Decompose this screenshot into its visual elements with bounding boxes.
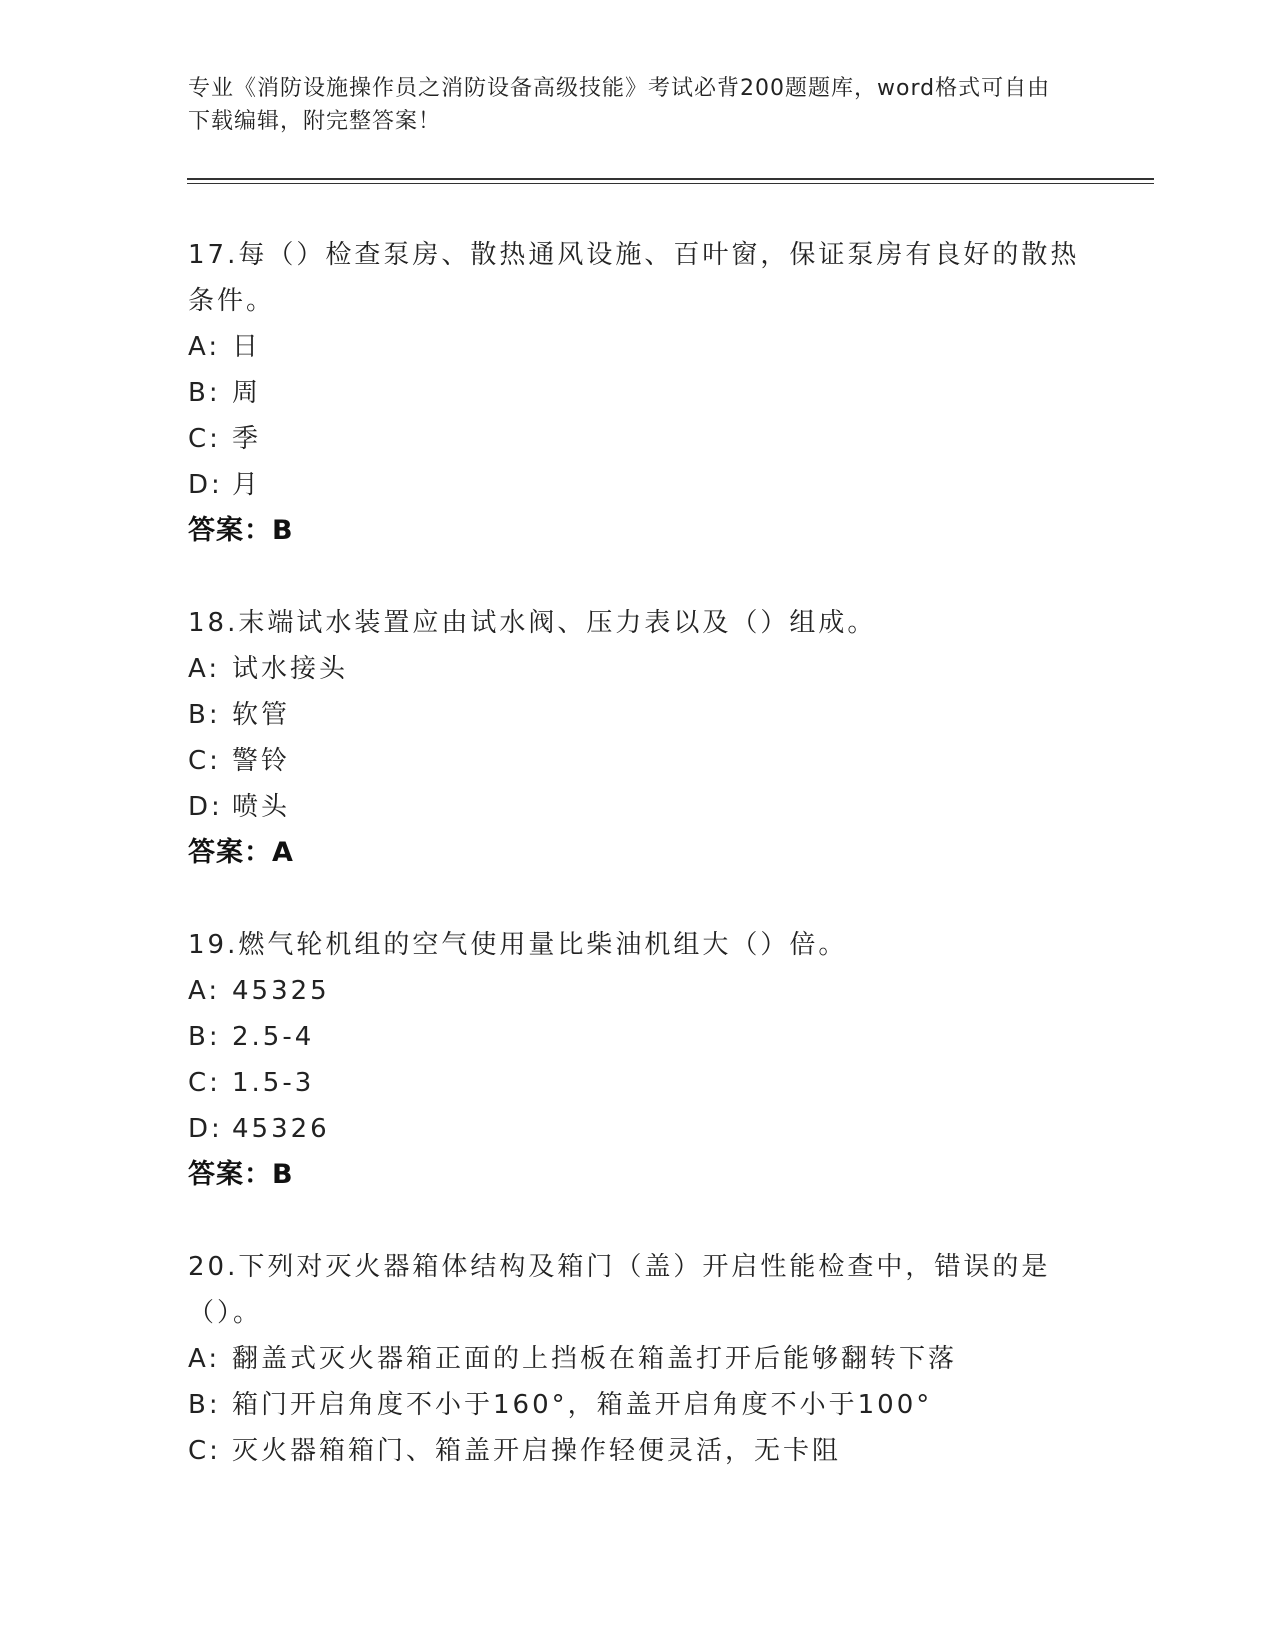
option-text: 周 bbox=[232, 378, 262, 408]
option-letter: B: bbox=[188, 378, 221, 408]
option-letter: C: bbox=[188, 424, 221, 454]
option-text: 45325 bbox=[232, 976, 330, 1006]
question-20 bbox=[188, 1244, 1088, 1474]
question-list bbox=[188, 232, 1088, 1520]
answer-line: 答案：B bbox=[188, 1159, 294, 1190]
option-letter: A: bbox=[188, 1344, 221, 1374]
option-text: 灭火器箱箱门、箱盖开启操作轻便灵活，无卡阻 bbox=[232, 1436, 842, 1466]
option-text: 箱门开启角度不小于160°，箱盖开启角度不小于100° bbox=[232, 1390, 933, 1420]
question-17 bbox=[188, 232, 1088, 554]
option-text: 45326 bbox=[232, 1114, 330, 1144]
option-text: 季 bbox=[232, 424, 262, 454]
option-a bbox=[188, 968, 1088, 1014]
option-c bbox=[188, 1060, 1088, 1106]
option-d bbox=[188, 462, 1088, 508]
option-b bbox=[188, 1382, 1088, 1428]
question-text: 20.下列对灭火器箱体结构及箱门（盖）开启性能检查中，错误的是（）。 bbox=[188, 1252, 1051, 1328]
option-text: 月 bbox=[232, 470, 262, 500]
question-19 bbox=[188, 922, 1088, 1198]
option-letter: B: bbox=[188, 1022, 221, 1052]
header-rule-thick bbox=[187, 178, 1154, 180]
option-c bbox=[188, 416, 1088, 462]
option-text: 1.5-3 bbox=[232, 1068, 315, 1098]
option-text: 喷头 bbox=[232, 792, 291, 822]
option-letter: C: bbox=[188, 1436, 221, 1466]
question-18 bbox=[188, 600, 1088, 876]
answer-line: 答案：B bbox=[188, 515, 294, 546]
option-text: 2.5-4 bbox=[232, 1022, 315, 1052]
option-a bbox=[188, 646, 1088, 692]
option-d bbox=[188, 784, 1088, 830]
header-rule-thin bbox=[187, 183, 1154, 184]
option-a bbox=[188, 1336, 1088, 1382]
answer-line: 答案：A bbox=[188, 837, 294, 868]
option-text: 软管 bbox=[232, 700, 291, 730]
option-letter: B: bbox=[188, 1390, 221, 1420]
option-c bbox=[188, 1428, 1088, 1474]
option-a bbox=[188, 324, 1088, 370]
option-letter: A: bbox=[188, 976, 221, 1006]
option-text: 警铃 bbox=[232, 746, 291, 776]
option-b bbox=[188, 692, 1088, 738]
option-letter: A: bbox=[188, 332, 221, 362]
option-letter: A: bbox=[188, 654, 221, 684]
option-b bbox=[188, 370, 1088, 416]
option-letter: B: bbox=[188, 700, 221, 730]
option-letter: D: bbox=[188, 792, 223, 822]
question-text: 18.末端试水装置应由试水阀、压力表以及（）组成。 bbox=[188, 608, 877, 638]
option-b bbox=[188, 1014, 1088, 1060]
document-header: 专业《消防设施操作员之消防设备高级技能》考试必背200题题库，word格式可自由下载编辑，附完整答案！ bbox=[188, 76, 1051, 134]
question-text: 17.每（）检查泵房、散热通风设施、百叶窗，保证泵房有良好的散热条件。 bbox=[188, 240, 1080, 316]
option-text: 翻盖式灭火器箱正面的上挡板在箱盖打开后能够翻转下落 bbox=[232, 1344, 958, 1374]
option-c bbox=[188, 738, 1088, 784]
option-d bbox=[188, 1106, 1088, 1152]
option-text: 日 bbox=[232, 332, 262, 362]
option-letter: C: bbox=[188, 746, 221, 776]
option-letter: D: bbox=[188, 1114, 223, 1144]
option-letter: D: bbox=[188, 470, 223, 500]
option-text: 试水接头 bbox=[232, 654, 349, 684]
option-letter: C: bbox=[188, 1068, 221, 1098]
question-text: 19.燃气轮机组的空气使用量比柴油机组大（）倍。 bbox=[188, 930, 848, 960]
